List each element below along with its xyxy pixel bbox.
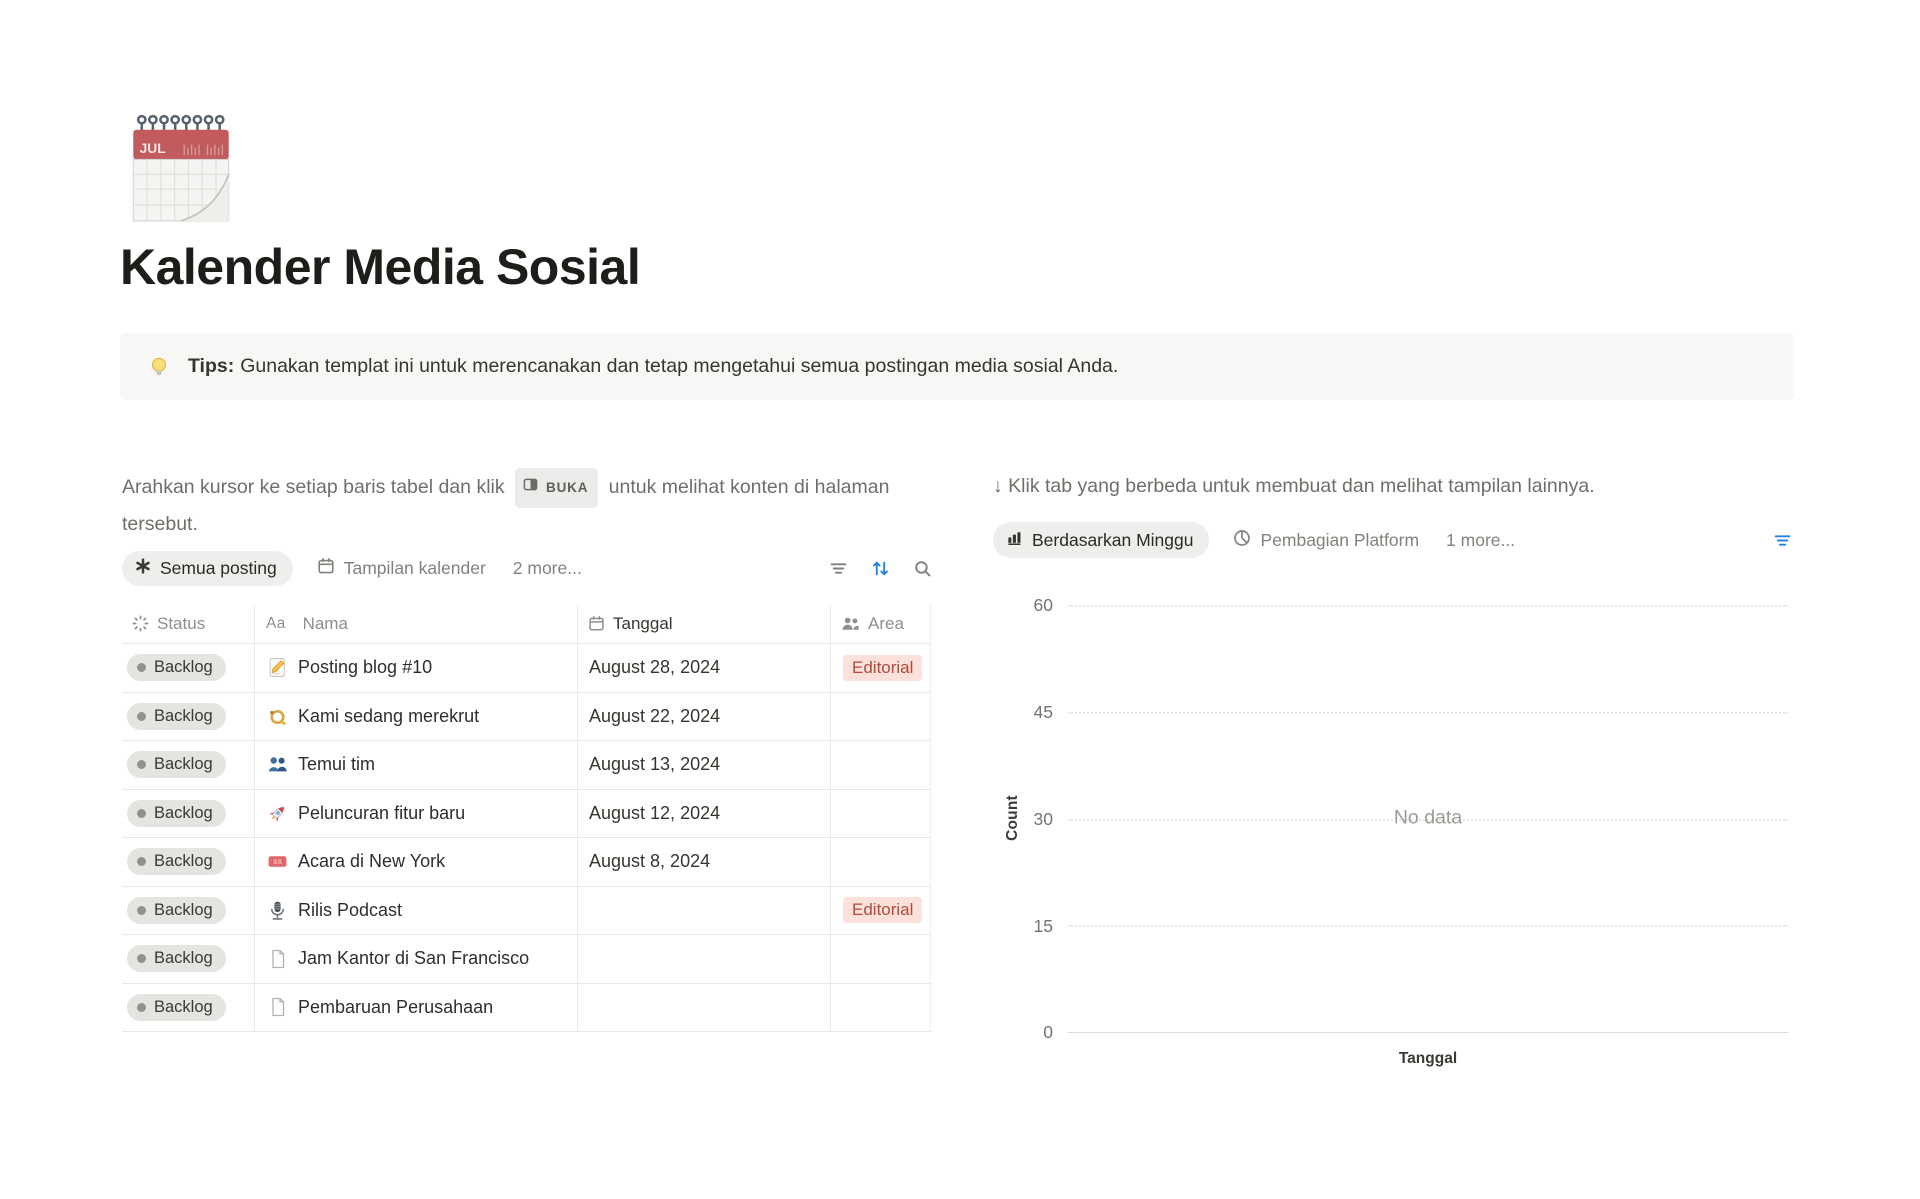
- area-badge[interactable]: Editorial: [843, 897, 922, 923]
- people-icon: [841, 615, 860, 632]
- calendar-month-label: JUL: [139, 141, 166, 157]
- hint-after: untuk melihat konten di halaman tersebut.: [122, 476, 890, 535]
- y-axis-tick: 30: [1033, 809, 1053, 829]
- status-dot-icon: [137, 663, 146, 672]
- studio-microphone-icon: [267, 900, 288, 921]
- chart-hint: ↓ Klik tab yang berbeda untuk membuat dan melihat tampilan lainnya.: [993, 475, 1595, 497]
- page-icon-spiral-calendar[interactable]: [128, 112, 234, 226]
- status-badge[interactable]: Backlog: [127, 703, 226, 730]
- table-row[interactable]: Backlog Rilis Podcast Editorial: [122, 887, 931, 936]
- more-views-button[interactable]: 1 more...: [1446, 529, 1516, 550]
- tab-label: Berdasarkan Minggu: [1032, 529, 1194, 550]
- admission-ticket-icon: [267, 851, 288, 872]
- more-views-button[interactable]: 2 more...: [512, 557, 582, 578]
- table-row[interactable]: Backlog Kami sedang merekrut August 22, 2024: [122, 693, 931, 742]
- gridline: [1068, 605, 1788, 607]
- left-view-tabs: [122, 549, 932, 587]
- status-dot-icon: [137, 1003, 146, 1012]
- page-icon: [267, 949, 288, 969]
- table-row[interactable]: Backlog Posting blog #10 August 28, 2024 Editorial: [122, 644, 931, 693]
- table-row[interactable]: Backlog Temui tim August 13, 2024: [122, 741, 931, 790]
- calendar-icon: [588, 615, 605, 632]
- column-label: Tanggal: [613, 613, 673, 633]
- no-data-message: No data: [1393, 806, 1463, 829]
- date-value: August 22, 2024: [589, 705, 721, 726]
- status-badge[interactable]: Backlog: [127, 945, 226, 972]
- lightbulb-icon: [147, 355, 171, 379]
- status-dot-icon: [137, 857, 146, 866]
- column-header-area[interactable]: [831, 604, 931, 643]
- tab-label: Semua posting: [160, 557, 277, 578]
- table-row[interactable]: Backlog Acara di New York August 8, 2024: [122, 838, 931, 887]
- y-axis-tick: 45: [1033, 702, 1053, 722]
- status-badge[interactable]: Backlog: [127, 848, 226, 875]
- status-dot-icon: [137, 809, 146, 818]
- pie-chart-icon: [1233, 529, 1251, 552]
- bar-chart-icon: [1006, 529, 1023, 551]
- status-dot-icon: [137, 954, 146, 963]
- x-axis-line: [1068, 1032, 1788, 1033]
- table-row[interactable]: Backlog Pembaruan Perusahaan: [122, 984, 931, 1033]
- search-icon[interactable]: [913, 559, 932, 578]
- y-axis-tick: 15: [1033, 916, 1053, 936]
- status-badge[interactable]: Backlog: [127, 994, 226, 1021]
- status-badge[interactable]: Backlog: [127, 654, 226, 681]
- tab-semua-posting[interactable]: [122, 551, 293, 586]
- rocket-icon: [267, 803, 288, 824]
- x-axis-label: Tanggal: [1398, 1050, 1458, 1067]
- y-axis-tick: 60: [1033, 595, 1053, 615]
- page-title: Kalender Media Sosial: [120, 239, 641, 295]
- tab-pembagian-platform[interactable]: [1233, 529, 1419, 552]
- y-axis-label: Count: [1004, 795, 1021, 841]
- status-badge[interactable]: Backlog: [127, 897, 226, 924]
- open-button[interactable]: [515, 468, 598, 508]
- table-row[interactable]: Backlog Peluncuran fitur baru August 12, 2024: [122, 790, 931, 839]
- gridline: [1068, 712, 1788, 714]
- text-property-icon: Aa: [266, 614, 286, 632]
- calendar-icon: [317, 557, 335, 580]
- tab-label: Pembagian Platform: [1260, 529, 1420, 550]
- open-button-label: BUKA: [546, 480, 589, 495]
- sort-icon[interactable]: [871, 559, 890, 578]
- table-row[interactable]: Backlog Jam Kantor di San Francisco: [122, 935, 931, 984]
- callout-bold-text: Tips:: [188, 355, 235, 377]
- column-label: Status: [157, 613, 206, 633]
- column-header-tanggal[interactable]: [578, 604, 831, 643]
- filter-icon[interactable]: [1773, 531, 1792, 550]
- tab-label: Tampilan kalender: [343, 557, 486, 578]
- y-axis-tick: 0: [1043, 1022, 1053, 1042]
- hint-before: Arahkan kursor ke setiap baris tabel dan klik: [122, 476, 505, 499]
- column-label: Area: [868, 613, 904, 633]
- status-dot-icon: [137, 760, 146, 769]
- column-header-nama[interactable]: [255, 604, 578, 643]
- side-peek-icon: [523, 472, 538, 504]
- area-badge[interactable]: Editorial: [843, 655, 922, 681]
- weekly-chart: [1068, 605, 1788, 1067]
- date-value: August 12, 2024: [589, 802, 721, 823]
- status-badge[interactable]: Backlog: [127, 751, 226, 778]
- busts-in-silhouette-icon: [267, 754, 288, 775]
- date-value: August 28, 2024: [589, 657, 721, 678]
- status-dot-icon: [137, 712, 146, 721]
- memo-icon: [267, 657, 288, 678]
- postal-horn-icon: [267, 706, 288, 727]
- date-value: August 13, 2024: [589, 754, 721, 775]
- callout-text: Gunakan templat ini untuk merencanakan dan tetap mengetahui semua postingan media sosial Anda.: [240, 355, 1119, 377]
- page-icon: [267, 997, 288, 1017]
- date-value: August 8, 2024: [589, 851, 711, 872]
- filter-icon[interactable]: [829, 559, 848, 578]
- status-spinner-icon: [132, 615, 149, 632]
- asterisk-icon: [135, 558, 151, 579]
- tips-callout: [120, 333, 1794, 400]
- status-badge[interactable]: Backlog: [127, 800, 226, 827]
- tab-tampilan-kalender[interactable]: [317, 557, 486, 580]
- tab-berdasarkan-minggu[interactable]: [993, 522, 1209, 558]
- right-view-tabs: [993, 521, 1792, 559]
- status-dot-icon: [137, 906, 146, 915]
- table-hint: [122, 468, 900, 540]
- posts-table: [122, 604, 931, 1032]
- column-label: Nama: [302, 613, 348, 633]
- column-header-status[interactable]: [122, 604, 255, 643]
- gridline: [1068, 925, 1788, 927]
- table-header: [122, 604, 931, 644]
